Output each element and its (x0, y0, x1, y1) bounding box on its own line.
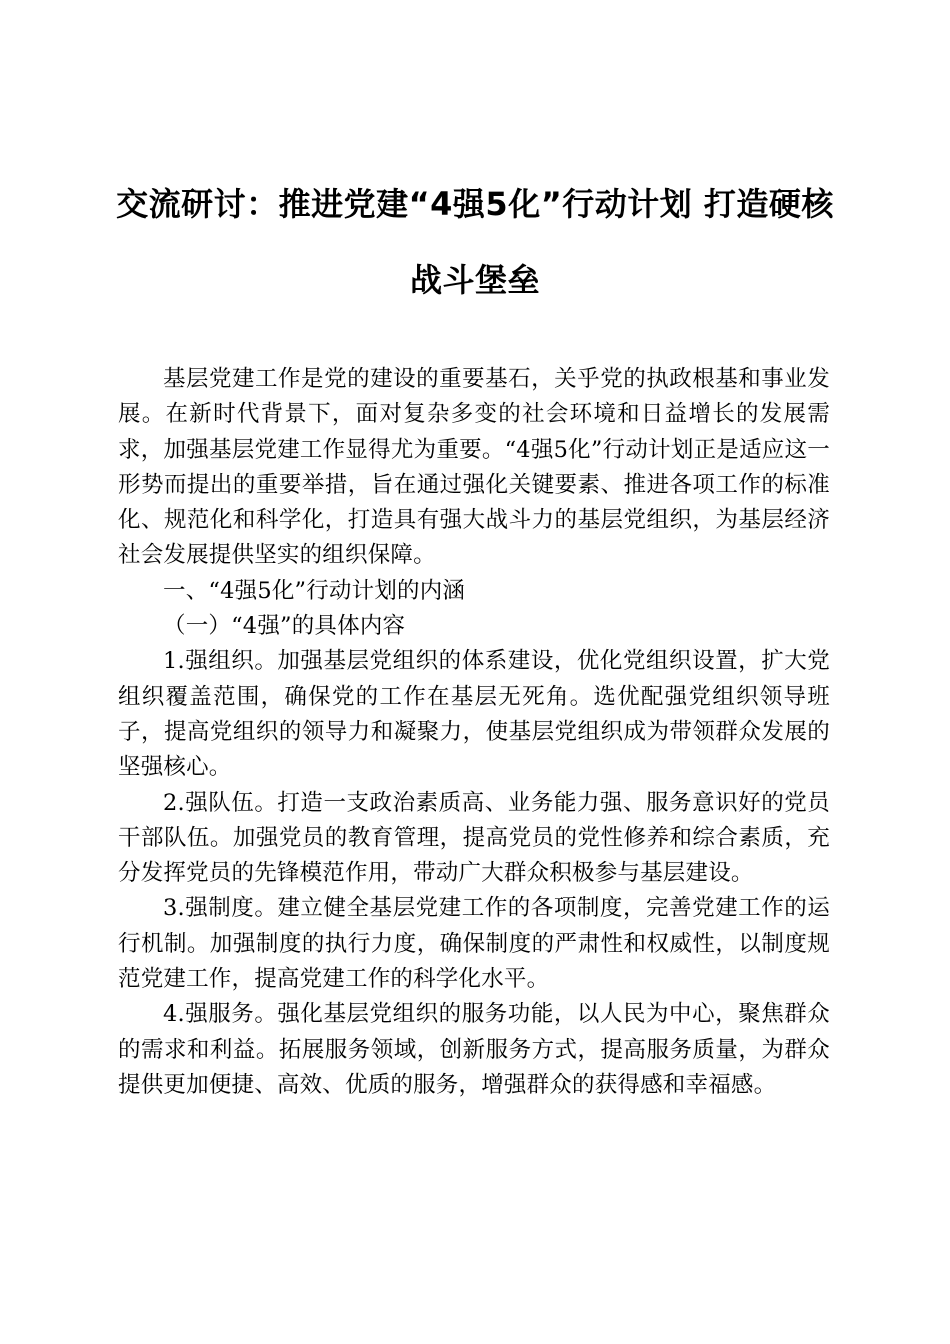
section-heading-1: 一、“4强5化”行动计划的内涵 (163, 577, 466, 604)
document-title: 交流研讨：推进党建“4强5化”行动计划 打造硬核战斗堡垒 (116, 185, 834, 299)
paragraph-strong-service: 4.强服务。强化基层党组织的服务功能，以人民为中心，聚焦群众的需求和利益。拓展服务领域，创新服务方式，提高服务质量，为群众提供更加便捷、高效、优质的服务，增强群众的获得感和幸福感。 (118, 1001, 830, 1098)
paragraph-strong-team: 2.强队伍。打造一支政治素质高、业务能力强、服务意识好的党员干部队伍。加强党员的教育管理，提高党员的党性修养和综合素质，充分发挥党员的先锋模范作用，带动广大群众积极参与基层建设。 (118, 789, 830, 887)
paragraph-strong-system: 3.强制度。建立健全基层党建工作的各项制度，完善党建工作的运行机制。加强制度的执行力度，确保制度的严肃性和权威性，以制度规范党建工作，提高党建工作的科学化水平。 (118, 895, 830, 993)
document-body (118, 362, 830, 1103)
subsection-heading-1: （一）“4强”的具体内容 (163, 613, 406, 640)
intro-paragraph: 基层党建工作是党的建设的重要基石，关乎党的执政根基和事业发展。在新时代背景下，面对复杂多变的社会环境和日益增长的发展需求，加强基层党建工作显得尤为重要。“4强5化”行动计划正是适应这一形势而提出的重要举措，旨在通过强化关键要素、推进各项工作的标准化、规范化和科学化，打造具有强大战斗力的基层党组织，为基层经济社会发展提供坚实的组织保障。 (118, 366, 830, 569)
paragraph-strong-organization: 1.强组织。加强基层党组织的体系建设，优化党组织设置，扩大党组织覆盖范围，确保党的工作在基层无死角。选优配强党组织领导班子，提高党组织的领导力和凝聚力，使基层党组织成为带领群众发展的坚强核心。 (118, 648, 830, 781)
